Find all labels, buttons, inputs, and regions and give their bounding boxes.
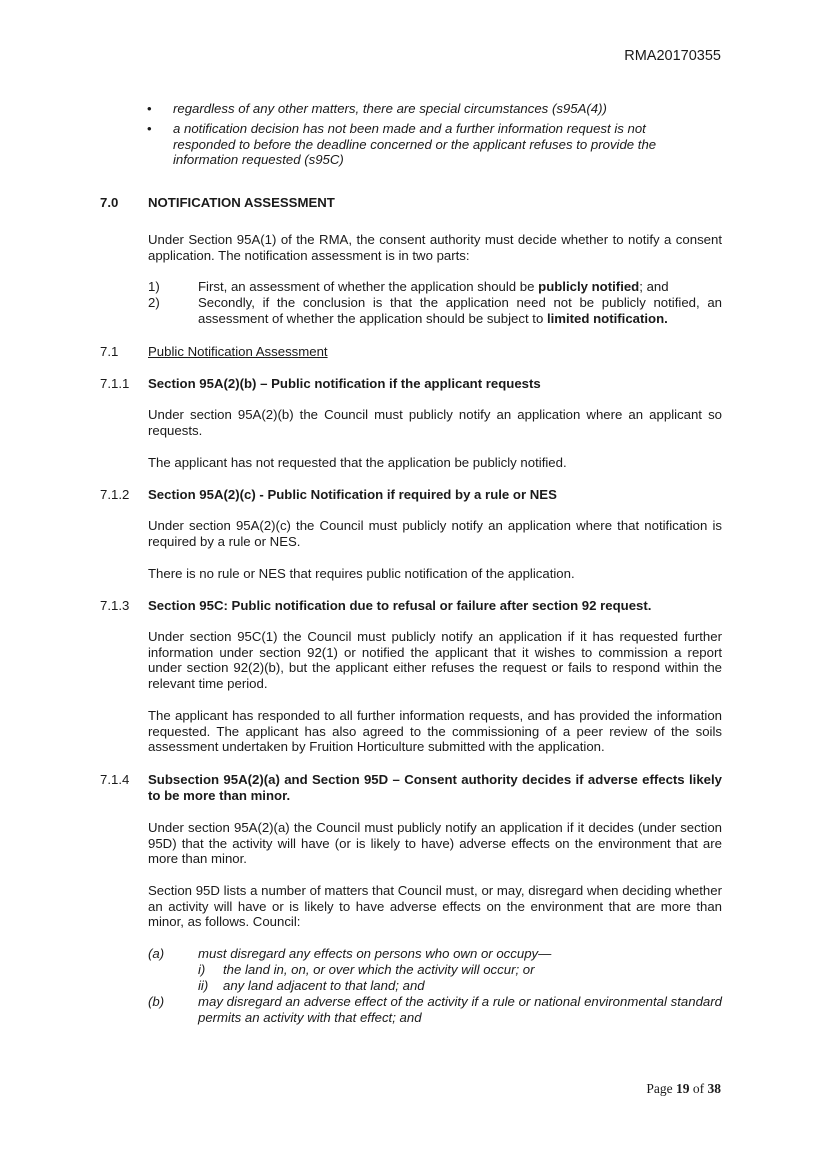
list-item: may disregard an adverse effect of the activity if a rule or national environmental standard permits an activity with that effect; and [198, 994, 722, 1025]
section-heading: Section 95C: Public notification due to refusal or failure after section 92 request. [148, 598, 652, 613]
list-marker: ii) [198, 978, 209, 993]
page-total: 38 [707, 1081, 721, 1096]
paragraph: Under section 95A(2)(b) the Council must publicly notify an application where an applicant so requests. [148, 407, 722, 438]
section-number: 7.1 [100, 344, 119, 359]
bullet-item: a notification decision has not been made and a further information request is not responded to before the deadline concerned or the applicant refuses to provide the information requested (s95C) [173, 121, 657, 168]
list-item: Secondly, if the conclusion is that the application need not be publicly notified, an assessment of whether the application should be subject to limited notification. [198, 295, 722, 326]
page-footer [646, 1081, 721, 1097]
document-reference: RMA20170355 [624, 48, 721, 64]
bullet-icon: • [147, 101, 152, 116]
paragraph: The applicant has not requested that the application be publicly notified. [148, 455, 567, 470]
list-marker: (b) [148, 994, 165, 1009]
section-number: 7.1.1 [100, 376, 130, 391]
section-heading: NOTIFICATION ASSESSMENT [148, 195, 335, 210]
section-number: 7.1.3 [100, 598, 130, 613]
list-item: any land adjacent to that land; and [223, 978, 425, 993]
section-number: 7.1.2 [100, 487, 130, 502]
paragraph: Under section 95C(1) the Council must publicly notify an application if it has requested further information under section 92(1) or notified the applicant that it wishes to commission a report under section 92(2)(b), but the applicant either refuses the request or fails to respond within the relevant time period. [148, 629, 722, 691]
list-item: the land in, on, or over which the activity will occur; or [223, 962, 535, 977]
list-item: must disregard any effects on persons who own or occupy— [198, 946, 552, 961]
paragraph: The applicant has responded to all further information requests, and has provided the information requested. The applicant has also agreed to the commissioning of a peer review of the soils assessment undertaken by Fruition Horticulture submitted with the application. [148, 708, 722, 755]
list-marker: i) [198, 962, 206, 977]
paragraph: Under section 95A(2)(c) the Council must publicly notify an application where that notification is required by a rule or NES. [148, 518, 722, 549]
section-number: 7.0 [100, 195, 119, 210]
section-heading: Public Notification Assessment [148, 344, 328, 359]
list-marker: 2) [148, 295, 160, 310]
list-marker: 1) [148, 279, 160, 294]
section-heading: Section 95A(2)(c) - Public Notification if required by a rule or NES [148, 487, 557, 502]
paragraph: There is no rule or NES that requires public notification of the application. [148, 566, 575, 581]
list-marker: (a) [148, 946, 165, 961]
paragraph: Under section 95A(2)(a) the Council must publicly notify an application if it decides (under section 95D) that the activity will have (or is likely to have) adverse effects on the environment that are more than minor. [148, 820, 722, 867]
section-heading: Subsection 95A(2)(a) and Section 95D – Consent authority decides if adverse effects likely to be more than minor. [148, 772, 722, 803]
list-item: First, an assessment of whether the application should be publicly notified; and [198, 279, 669, 294]
page-label: Page [646, 1081, 673, 1096]
bullet-item: regardless of any other matters, there are special circumstances (s95A(4)) [173, 101, 607, 116]
section-heading: Section 95A(2)(b) – Public notification if the applicant requests [148, 376, 541, 391]
page-of: of [692, 1081, 705, 1096]
bullet-icon: • [147, 121, 152, 136]
paragraph: Section 95D lists a number of matters that Council must, or may, disregard when deciding whether an activity will have or is likely to have adverse effects on the environment that are more than minor, as follows. Council: [148, 883, 722, 930]
paragraph: Under Section 95A(1) of the RMA, the consent authority must decide whether to notify a consent application. The notification assessment is in two parts: [148, 232, 722, 263]
page-number: 19 [676, 1081, 690, 1096]
section-number: 7.1.4 [100, 772, 130, 787]
